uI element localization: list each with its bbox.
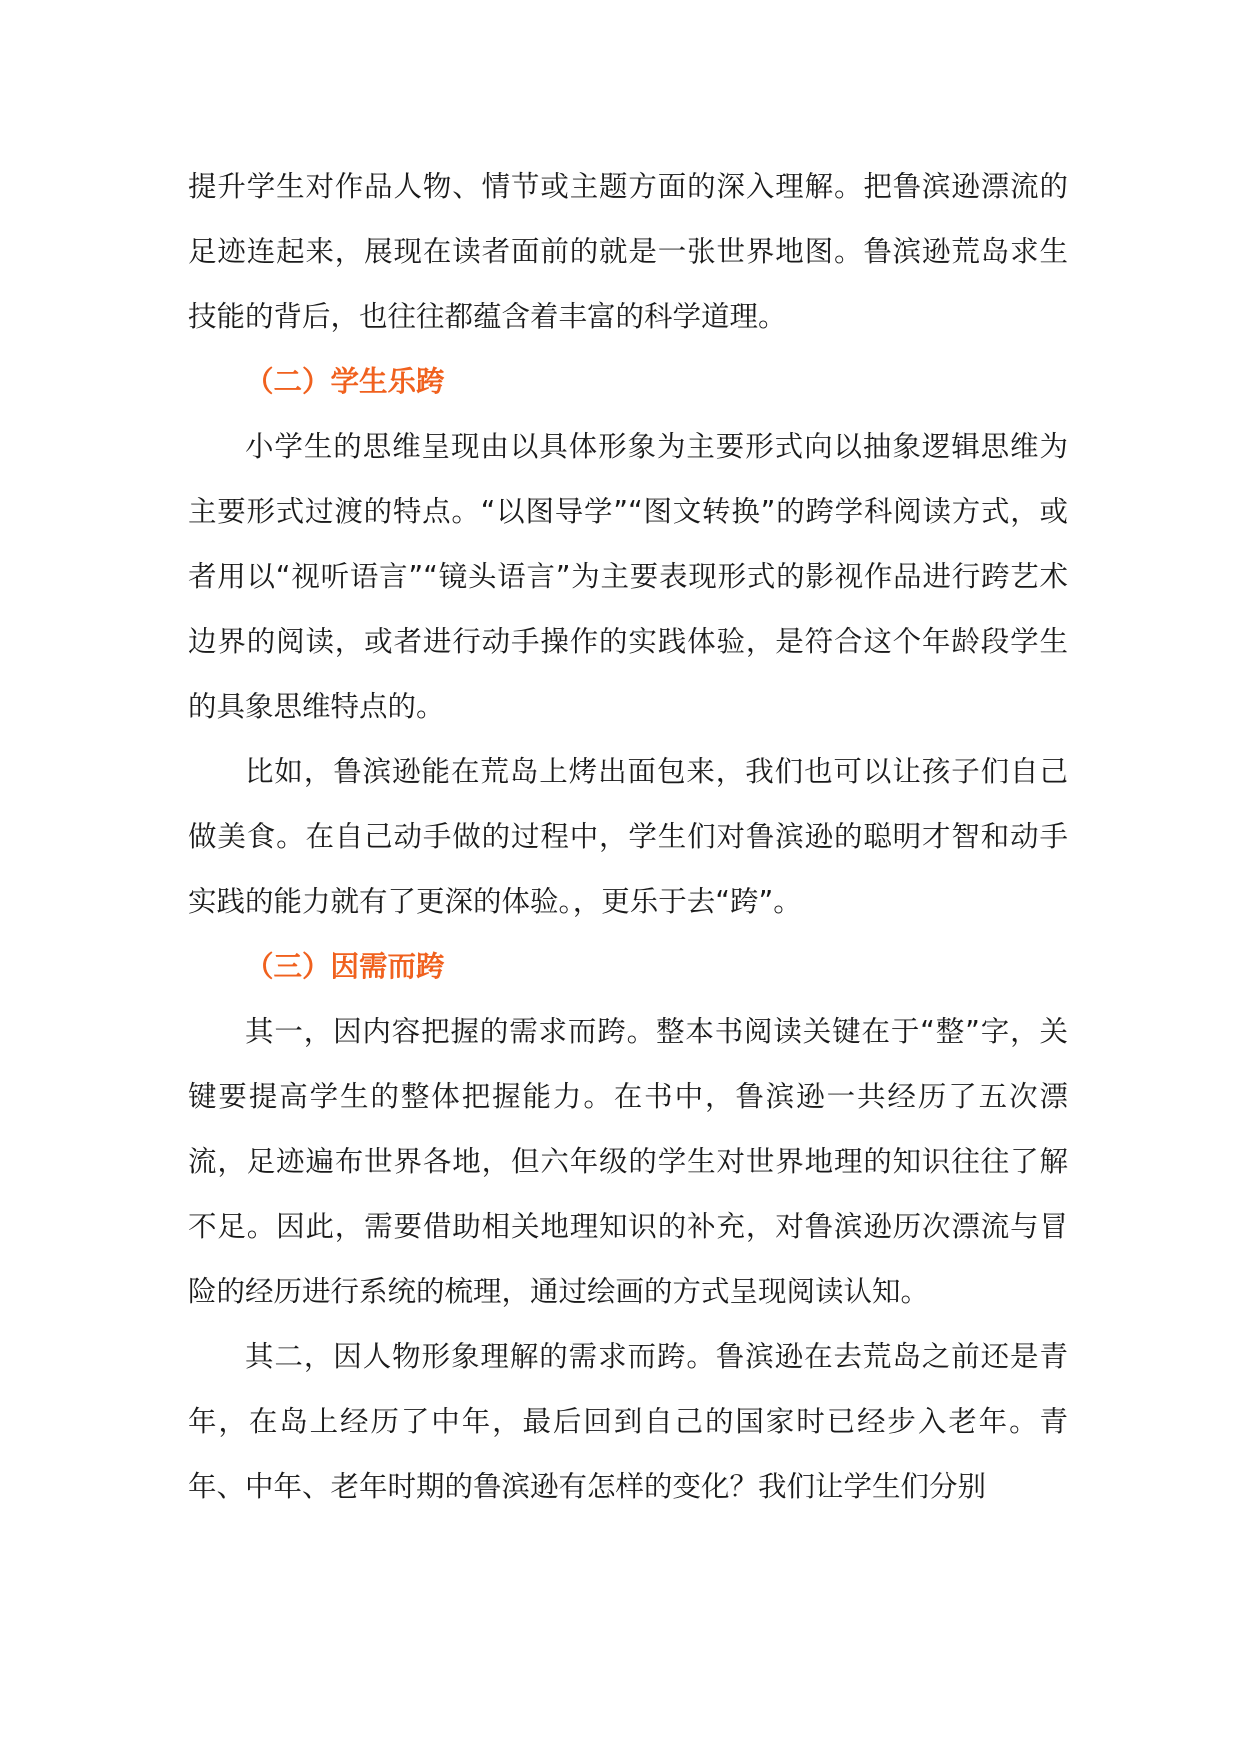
paragraph-intro: 提升学生对作品人物、情节或主题方面的深入理解。把鲁滨逊漂流的足迹连起来，展现在读者面前的就是一张世界地图。鲁滨逊荒岛求生技能的背后，也往往都蕴含着丰富的科学道理。 — [188, 170, 1068, 333]
section-heading-2: （二）学生乐跨 — [245, 365, 445, 398]
document-body — [188, 154, 1068, 1519]
section-heading-3: （三）因需而跨 — [245, 950, 445, 983]
paragraph-example-bread: 比如，鲁滨逊能在荒岛上烤出面包来，我们也可以让孩子们自己做美食。在自己动手做的过程中，学生们对鲁滨逊的聪明才智和动手实践的能力就有了更深的体验。，更乐于去“跨”。 — [188, 755, 1068, 918]
paragraph-first-need: 其一，因内容把握的需求而跨。整本书阅读关键在于“整”字，关键要提高学生的整体把握能力。在书中，鲁滨逊一共经历了五次漂流，足迹遍布世界各地，但六年级的学生对世界地理的知识往往了解不足。因此，需要借助相关地理知识的补充，对鲁滨逊历次漂流与冒险的经历进行系统的梳理，通过绘画的方式呈现阅读认知。 — [188, 1015, 1068, 1308]
paragraph-second-need: 其二，因人物形象理解的需求而跨。鲁滨逊在去荒岛之前还是青年，在岛上经历了中年，最后回到自己的国家时已经步入老年。青年、中年、老年时期的鲁滨逊有怎样的变化？我们让学生们分别 — [188, 1340, 1068, 1503]
paragraph-thinking: 小学生的思维呈现由以具体形象为主要形式向以抽象逻辑思维为主要形式过渡的特点。“以图导学”“图文转换”的跨学科阅读方式，或者用以“视听语言”“镜头语言”为主要表现形式的影视作品进行跨艺术边界的阅读，或者进行动手操作的实践体验，是符合这个年龄段学生的具象思维特点的。 — [188, 430, 1068, 723]
